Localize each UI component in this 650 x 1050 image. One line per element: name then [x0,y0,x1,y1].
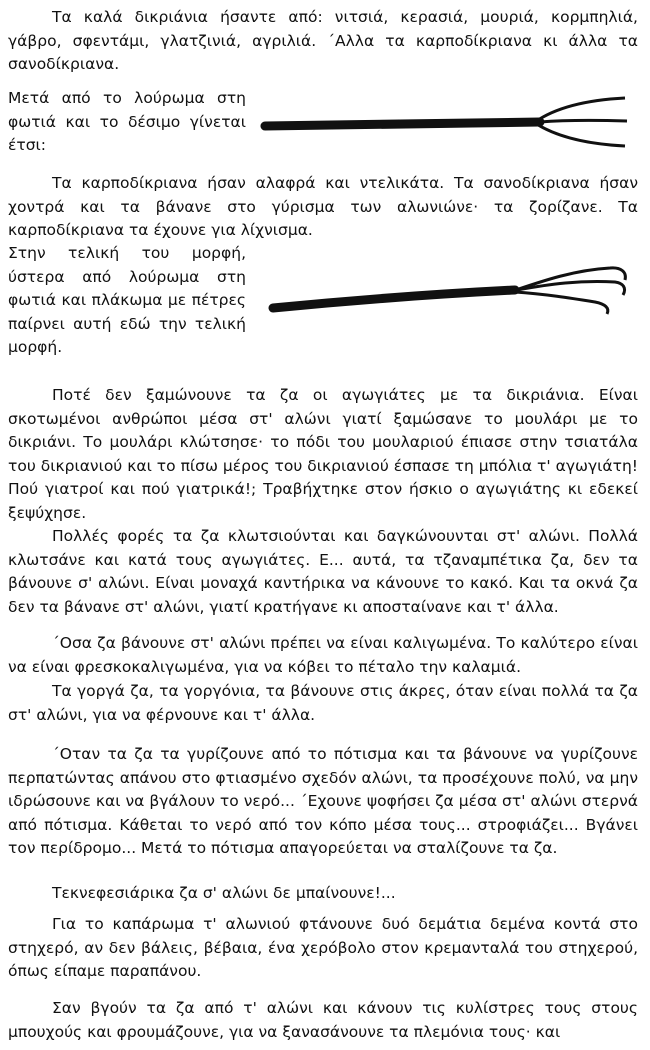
pitchfork-three-tine-icon [255,80,635,160]
paragraph-kicking-animals: Πολλές φορές τα ζα κλωτσιούνται και δαγκώνουνται στ' αλώνι. Πολλά κλωτσάνε και κατά τους αγωγιάτες. Ε... αυτά, τα τζαναμπέτικα ζα, δεν τα βάνουνε σ' αλώνι. Είναι μοναχά καντήρικα να κάνουνε το κακό. Και τα οκνά ζα δεν τα βάνανε στ' αλώνι, γιατί κρατήγανε κι αποσταίνανε και τ' άλλα. [8,527,638,616]
paragraph-wood-types: Τα καλά δικριάνια ήσαντε από: νιτσιά, κερασιά, μουριά, κορμπηλιά, γάβρο, σφεντάμι, γλατζινιά, αγριλιά. ΄Αλλα τα καρποδίκριανα κι άλλα τα σανοδίκριανα. [8,8,638,74]
paragraph-fast-animals: Τα γοργά ζα, τα γοργόνια, τα βάνουνε στις άκρες, όταν είναι πολλά τα ζα στ' αλώνι, για να φέρνουνε και τ' άλλα. [8,682,638,724]
paragraph-binding: Μετά από το λούρωμα στη φωτιά και το δέσιμο γίνεται έτσι: [8,89,246,155]
paragraph-rolling: Σαν βγούν τα ζα από τ' αλώνι και κάνουν τις κυλίστρες τους στους μπουχούς και φρουμάζουνε, για να ξανασάνουνε τα πλεμόνια τους· και [8,999,638,1041]
paragraph-muleteers: Ποτέ δεν ξαμώνουνε τα ζα οι αγωγιάτες με τα δικριάνια. Είναι σκοτωμένοι ανθρώποι μέσα στ' αλώνι γιατί ξαμώσανε το μουλάρι με το δικριάνι. Το μουλάρι κλώτσησε· το πόδι του μουλαριού έπιασε στην τσιατάλα του δικριανιού και το πίσω μέρος του δικριανιού έσπασε τη μπόλια τ' αγωγιάτη! Πού γιατροί και πού γιατρικά!; Τραβήχτηκε στον ήσκιο ο αγωγιάτης κι εδεκεί ξεψύχησε. [8,386,638,522]
paragraph-booking-threshing: Για το καπάρωμα τ' αλωνιού φτάνουνε δυό δεμάτια δεμένα κοντά στο στηχερό, αν δεν βάλεις, βέβαια, ένα χερόβολο στον κρεμανταλά του στηχερού, όπως είπαμε παραπάνου. [8,915,638,981]
paragraph-final-shape: Στην τελική του μορφή, ύστερα από λούρωμα στη φωτιά και πλάκωμα με πέτρες παίρνει αυτή εδώ την τελική μορφή. [8,244,246,357]
paragraph-fork-kinds: Τα καρποδίκριανα ήσαν αλαφρά και ντελικάτα. Τα σανοδίκριανα ήσαν χοντρά και τα βάνανε στο γύρισμα των αλωνιώνε· τα ζορίζανε. Τα καρποδίκριανα τα έχουνε για λίχνισμα. [8,174,638,240]
paragraph-watering: ΄Οταν τα ζα τα γυρίζουνε από το πότισμα και τα βάνουνε να γυρίζουνε περπατώντας απάνου στο φτιασμένο σχεδόν αλώνι, τα προσέχουνε πολύ, να μην ιδρώσουνε και να βγάλουν το νερό... ΄Εχουνε ψοφήσει ζα μέσα στ' αλώνι στερνά από πότισμα. Κάθεται το νερό από τον κόπο μέσα τους... στροφιάζει... Βγάνει τον περίδρομο... Μετά το πότισμα απαγορεύεται να σταλίζουνε τα ζα. [8,745,638,858]
pitchfork-curved-icon [255,250,635,340]
paragraph-forbidden-animals: Τεκνεφεσιάρικα ζα σ' αλώνι δε μπαίνουνε!... [52,884,396,902]
paragraph-shoeing: ΄Οσα ζα βάνουνε στ' αλώνι πρέπει να είναι καλιγωμένα. Το καλύτερο είναι να είναι φρεσκοκαλιγωμένα, για να κόβει το πέταλο την καλαμιά. [8,634,638,676]
